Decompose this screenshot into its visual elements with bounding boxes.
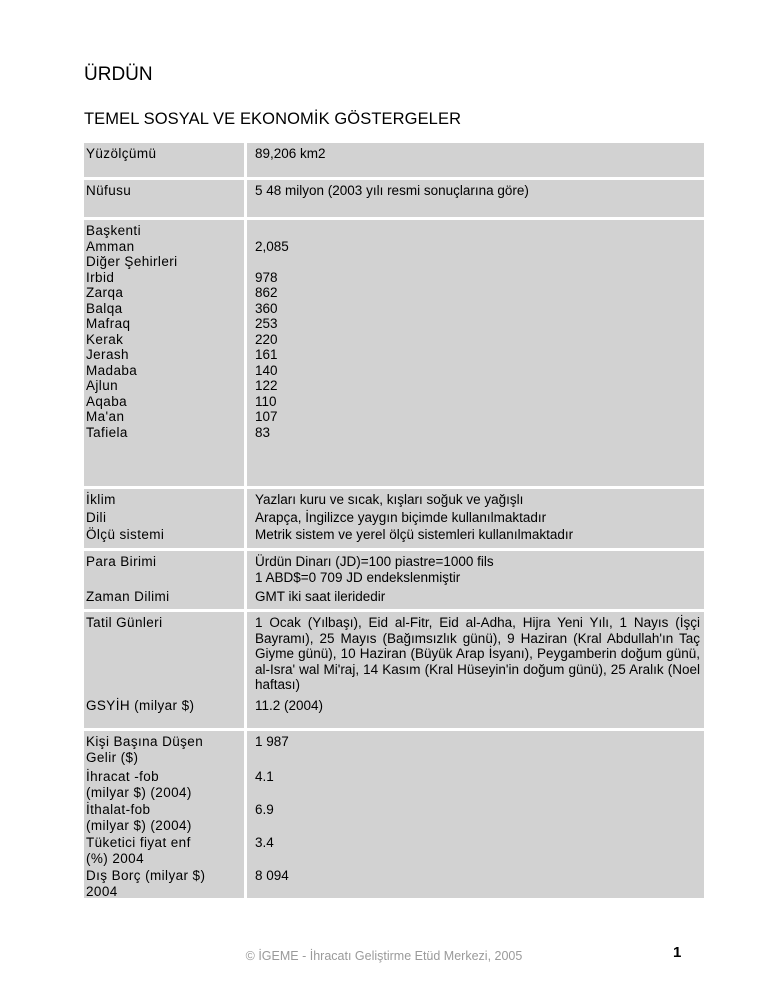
currency-line-2: 1 ABD$=0 709 JD endekslenmiştir [255, 569, 461, 585]
city-value: 220 [255, 331, 278, 347]
city-value: 110 [255, 393, 277, 409]
value-timezone: GMT iki saat ileridedir [255, 589, 386, 604]
label-cities [84, 220, 244, 486]
label-exports: İhracat -fob (milyar $) (2004) [86, 769, 192, 800]
capital-label: Başkenti [86, 223, 141, 238]
row-population [84, 180, 704, 217]
label-currency: Para Birimi [86, 554, 157, 569]
label-language: Dili [86, 510, 107, 525]
currency-line-1: Ürdün Dinarı (JD)=100 piastre=1000 fils [255, 554, 494, 569]
label-measure: Ölçü sistemi [86, 527, 165, 542]
city-value: 83 [255, 424, 271, 440]
value-inflation: 3.4 [255, 835, 274, 850]
city-value: 862 [255, 285, 278, 300]
other-cities-label: Diğer Şehirleri [86, 254, 178, 269]
row-inflation [84, 832, 704, 865]
value-language: Arapça, İngilizce yaygın biçimde kullanılmaktadır [255, 510, 547, 525]
label-population: Nüfusu [86, 183, 132, 198]
value-measure: Metrik sistem ve yerel ölçü sistemleri kullanılmaktadır [255, 527, 574, 542]
row-climate [84, 489, 704, 507]
row-gdp [84, 695, 704, 728]
city-name: Tafiela [86, 424, 128, 440]
row-exports [84, 766, 704, 799]
row-timezone [84, 586, 704, 609]
page-number: 1 [673, 944, 682, 961]
page-title: ÜRDÜN [84, 64, 153, 85]
row-area [84, 143, 704, 177]
value-per-capita: 1 987 [255, 734, 289, 749]
city-name: Aqaba [86, 393, 128, 409]
city-name: Zarqa [86, 285, 124, 300]
city-name: Ma'an [86, 409, 125, 424]
city-name: Mafraq [86, 316, 131, 331]
capital-city: Amman [86, 238, 135, 254]
value-population: 5 48 milyon (2003 yılı resmi sonuçlarına göre) [255, 183, 529, 198]
label-holidays: Tatil Günleri [86, 615, 163, 630]
label-climate: İklim [86, 492, 116, 507]
city-name: Ajlun [86, 378, 119, 393]
label-inflation: Tüketici fiyat enf (%) 2004 [86, 835, 191, 866]
footer-copyright: © İGEME - İhracatı Geliştirme Etüd Merkezi, 2005 [245, 949, 523, 963]
city-value: 253 [255, 316, 278, 331]
city-name: Jerash [86, 347, 129, 362]
capital-value: 2,085 [255, 238, 289, 254]
row-language [84, 507, 704, 524]
label-per-capita: Kişi Başına Düşen Gelir ($) [86, 734, 204, 765]
row-debt [84, 865, 704, 898]
value-exports: 4.1 [255, 769, 274, 784]
value-cities [247, 220, 704, 486]
label-timezone: Zaman Dilimi [86, 589, 170, 604]
row-measure [84, 524, 704, 548]
city-value: 140 [255, 362, 278, 378]
city-name: Kerak [86, 331, 124, 347]
value-holidays: 1 Ocak (Yılbaşı), Eid al-Fitr, Eid al-Adha, Hijra Yeni Yılı, 1 Nayıs (İşçi Bayramı), 25 Mayıs (Bağımsızlık günü), 9 Haziran (Kral Abdullah'ın Taç Giyme günü), 10 Haziran (Büyük Arap İsyanı), Peygamberin doğum günü, al-Isra' wal Mi'raj, 14 Kasım (Kral Hüseyin'in doğum günü), 25 Aralık (Noel haftası) [255, 615, 700, 692]
label-gdp: GSYİH (milyar $) [86, 698, 195, 713]
row-cities [84, 220, 704, 486]
city-value: 161 [255, 347, 278, 362]
row-per-capita [84, 731, 704, 766]
value-climate: Yazları kuru ve sıcak, kışları soğuk ve yağışlı [255, 492, 524, 507]
page-subtitle: TEMEL SOSYAL VE EKONOMİK GÖSTERGELER [84, 110, 462, 128]
city-value: 978 [255, 269, 278, 285]
label-area: Yüzölçümü [86, 146, 157, 161]
value-area: 89,206 km2 [255, 146, 326, 161]
city-name: Balqa [86, 300, 123, 316]
row-holidays [84, 612, 704, 695]
label-imports: İthalat-fob (milyar $) (2004) [86, 802, 192, 833]
value-imports: 6.9 [255, 802, 274, 817]
value-currency [247, 551, 704, 586]
label-debt: Dış Borç (milyar $) 2004 [86, 868, 206, 899]
indicators-table [84, 143, 704, 898]
city-value: 107 [255, 409, 278, 424]
value-gdp: 11.2 (2004) [255, 698, 324, 713]
city-value: 360 [255, 300, 278, 316]
city-name: Irbid [86, 269, 115, 285]
row-currency [84, 551, 704, 586]
city-name: Madaba [86, 362, 138, 378]
value-debt: 8 094 [255, 868, 289, 883]
city-value: 122 [255, 378, 278, 393]
row-imports [84, 799, 704, 832]
